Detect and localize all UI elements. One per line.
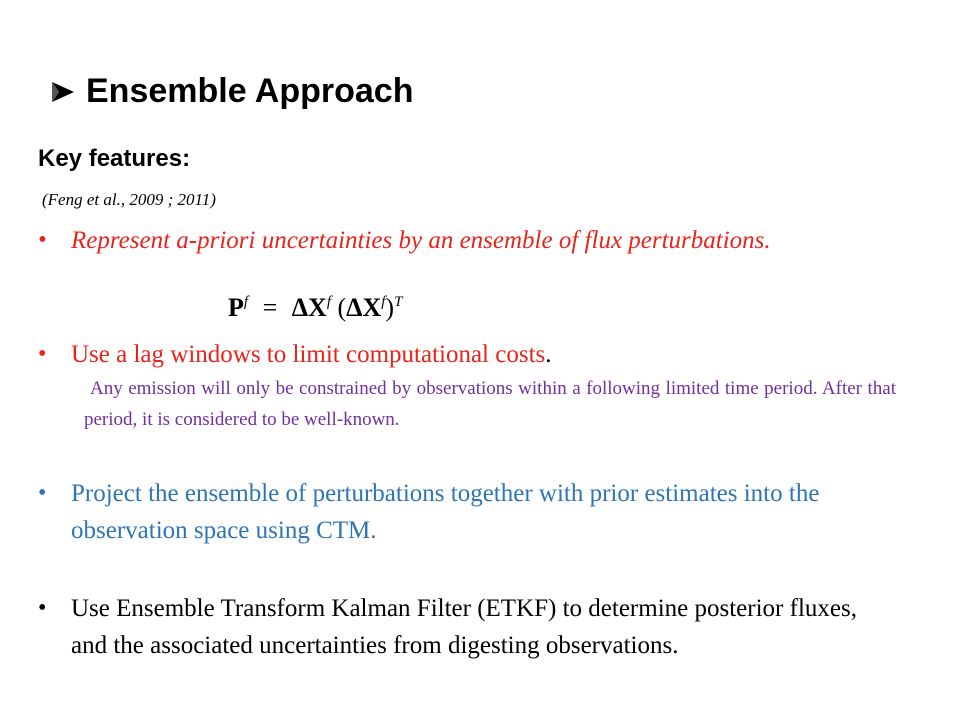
arrow-bullet-icon [50, 79, 76, 105]
lag-window-note: Any emission will only be constrained by observations within a following limited time period. After that period, it is considered to be well-known. [84, 378, 896, 430]
equation-lhs-sup: f [243, 294, 249, 310]
equation-close-paren: ) [385, 293, 395, 322]
slide-title: Ensemble Approach [86, 72, 414, 110]
bullet-lag-windows [38, 336, 898, 373]
bullet-dot: • [38, 595, 47, 621]
bullet-project-ensemble [38, 475, 898, 549]
bullet-text-main: Use a lag windows to limit computational costs [71, 341, 546, 368]
equation-lhs: P [228, 293, 244, 322]
equation-equals: = [262, 293, 278, 322]
bullet-dot: • [38, 227, 47, 253]
equation-term1-sup: f [326, 294, 331, 310]
key-features-heading: Key features: [38, 145, 191, 172]
title-row [50, 72, 413, 111]
equation-term2-sup: f [381, 294, 386, 310]
equation-transpose: T [394, 294, 403, 310]
covariance-equation [228, 293, 402, 323]
equation-term2: ΔX [346, 293, 382, 322]
bullet-ensemble-uncertainties [38, 222, 898, 259]
citation: (Feng et al., 2009 ; 2011) [42, 190, 216, 209]
equation-open-paren: ( [337, 293, 347, 322]
bullet-text: Project the ensemble of perturbations together with prior estimates into the observation space using CTM. [71, 480, 820, 544]
bullet-etkf [38, 590, 898, 664]
bullet-text-period: . [545, 341, 552, 368]
bullet-text: Represent a-priori uncertainties by an ensemble of flux perturbations. [71, 227, 771, 254]
equation-term1: ΔX [291, 293, 327, 322]
bullet-dot: • [38, 480, 47, 506]
bullet-text: Use Ensemble Transform Kalman Filter (ETKF) to determine posterior fluxes, and the associated uncertainties from digesting observations. [71, 595, 857, 659]
bullet-text [71, 336, 898, 373]
bullet-dot: • [38, 341, 47, 367]
